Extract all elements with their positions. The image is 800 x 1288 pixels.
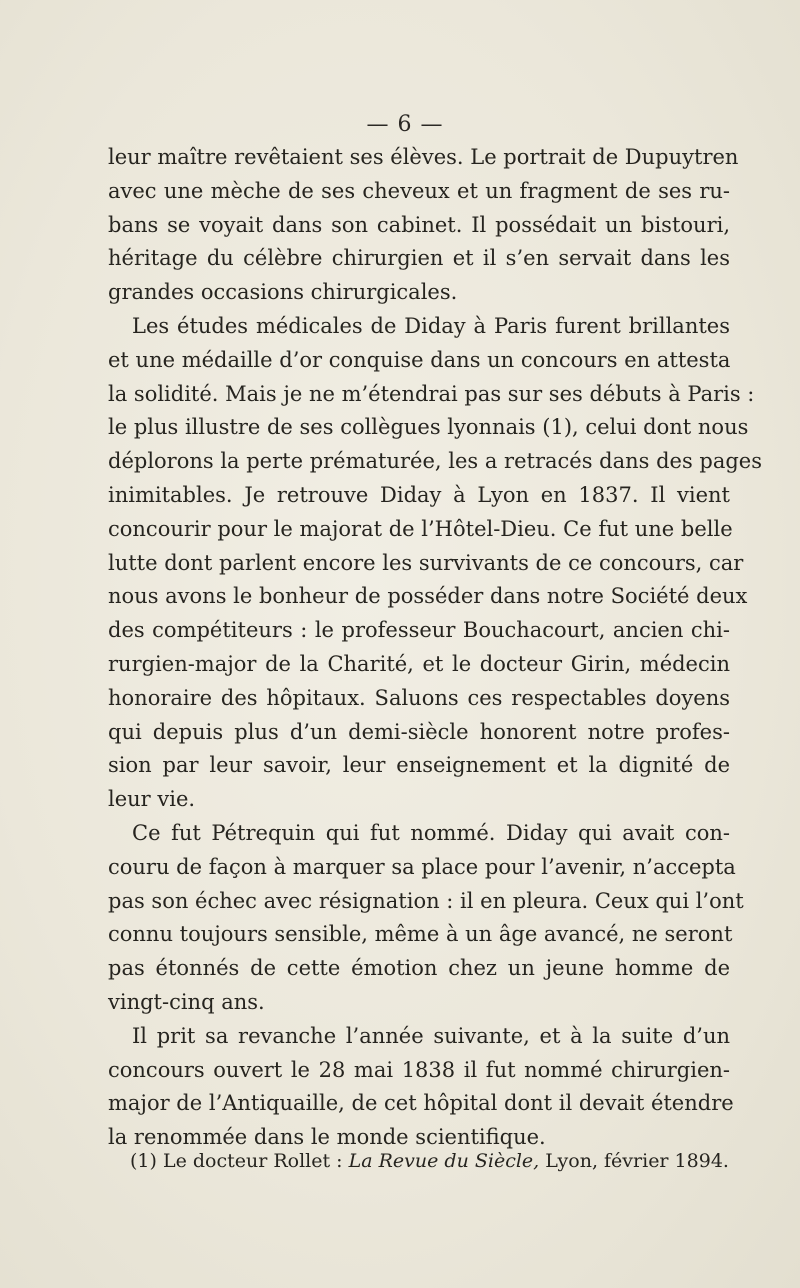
- text-line: qui depuis plus d’un demi-siècle honorent notre profes-: [108, 719, 730, 744]
- text-line: couru de façon à marquer sa place pour l’avenir, n’accepta: [108, 854, 736, 879]
- text-line: inimitables. Je retrouve Diday à Lyon en 1837. Il vient: [108, 482, 730, 507]
- text-line: honoraire des hôpitaux. Saluons ces respectables doyens: [108, 685, 730, 710]
- text-line: Il prit sa revanche l’année suivante, et à la suite d’un: [132, 1023, 730, 1048]
- text-line: concourir pour le majorat de l’Hôtel-Dieu. Ce fut une belle: [108, 516, 733, 541]
- footnote-details: Lyon, février 1894.: [545, 1150, 729, 1172]
- footnote: [130, 1150, 729, 1172]
- text-line: pas son échec avec résignation : il en pleura. Ceux qui l’ont: [108, 888, 744, 913]
- text-line: sion par leur savoir, leur enseignement et la dignité de: [108, 753, 730, 778]
- text-line: avec une mèche de ses cheveux et un fragment de ses ru-: [108, 178, 730, 203]
- text-line: pas étonnés de cette émotion chez un jeune homme de: [108, 956, 730, 981]
- text-line: concours ouvert le 28 mai 1838 il fut nommé chirurgien-: [108, 1057, 730, 1082]
- footnote-author: Le docteur Rollet :: [162, 1150, 343, 1172]
- text-line: la solidité. Mais je ne m’étendrai pas sur ses débuts à Paris :: [108, 381, 755, 406]
- footnote-marker: (1): [130, 1150, 157, 1172]
- text-line: des compétiteurs : le professeur Bouchacourt, ancien chi-: [108, 618, 730, 643]
- text-line: le plus illustre de ses collègues lyonnais (1), celui dont nous: [108, 415, 749, 440]
- text-line: Ce fut Pétrequin qui fut nommé. Diday qui avait con-: [132, 820, 730, 845]
- text-line: connu toujours sensible, même à un âge avancé, ne seront: [108, 922, 733, 947]
- text-line: nous avons le bonheur de posséder dans notre Société deux: [108, 584, 748, 609]
- text-line: la renommée dans le monde scientifique.: [108, 1125, 546, 1150]
- text-line: lutte dont parlent encore les survivants de ce concours, car: [108, 550, 744, 575]
- text-line: déplorons la perte prématurée, les a retracés dans des pages: [108, 449, 763, 474]
- text-line: leur vie.: [108, 787, 196, 812]
- text-line: et une médaille d’or conquise dans un concours en attesta: [108, 347, 731, 372]
- text-line: rurgien-major de la Charité, et le docteur Girin, médecin: [108, 651, 730, 676]
- text-line: major de l’Antiquaille, de cet hôpital dont il devait étendre: [108, 1091, 734, 1116]
- text-line: vingt-cinq ans.: [108, 989, 265, 1014]
- page-number: — 6 —: [366, 112, 444, 137]
- body-text: [108, 141, 763, 1155]
- text-line: héritage du célèbre chirurgien et il s’en servait dans les: [108, 246, 730, 271]
- text-line: grandes occasions chirurgicales.: [108, 280, 458, 305]
- footnote-source: La Revue du Siècle,: [348, 1150, 540, 1172]
- text-line: bans se voyait dans son cabinet. Il possédait un bistouri,: [108, 212, 730, 237]
- text-line: leur maître revêtaient ses élèves. Le portrait de Dupuytren: [108, 145, 739, 169]
- text-line: Les études médicales de Diday à Paris furent brillantes: [132, 313, 730, 338]
